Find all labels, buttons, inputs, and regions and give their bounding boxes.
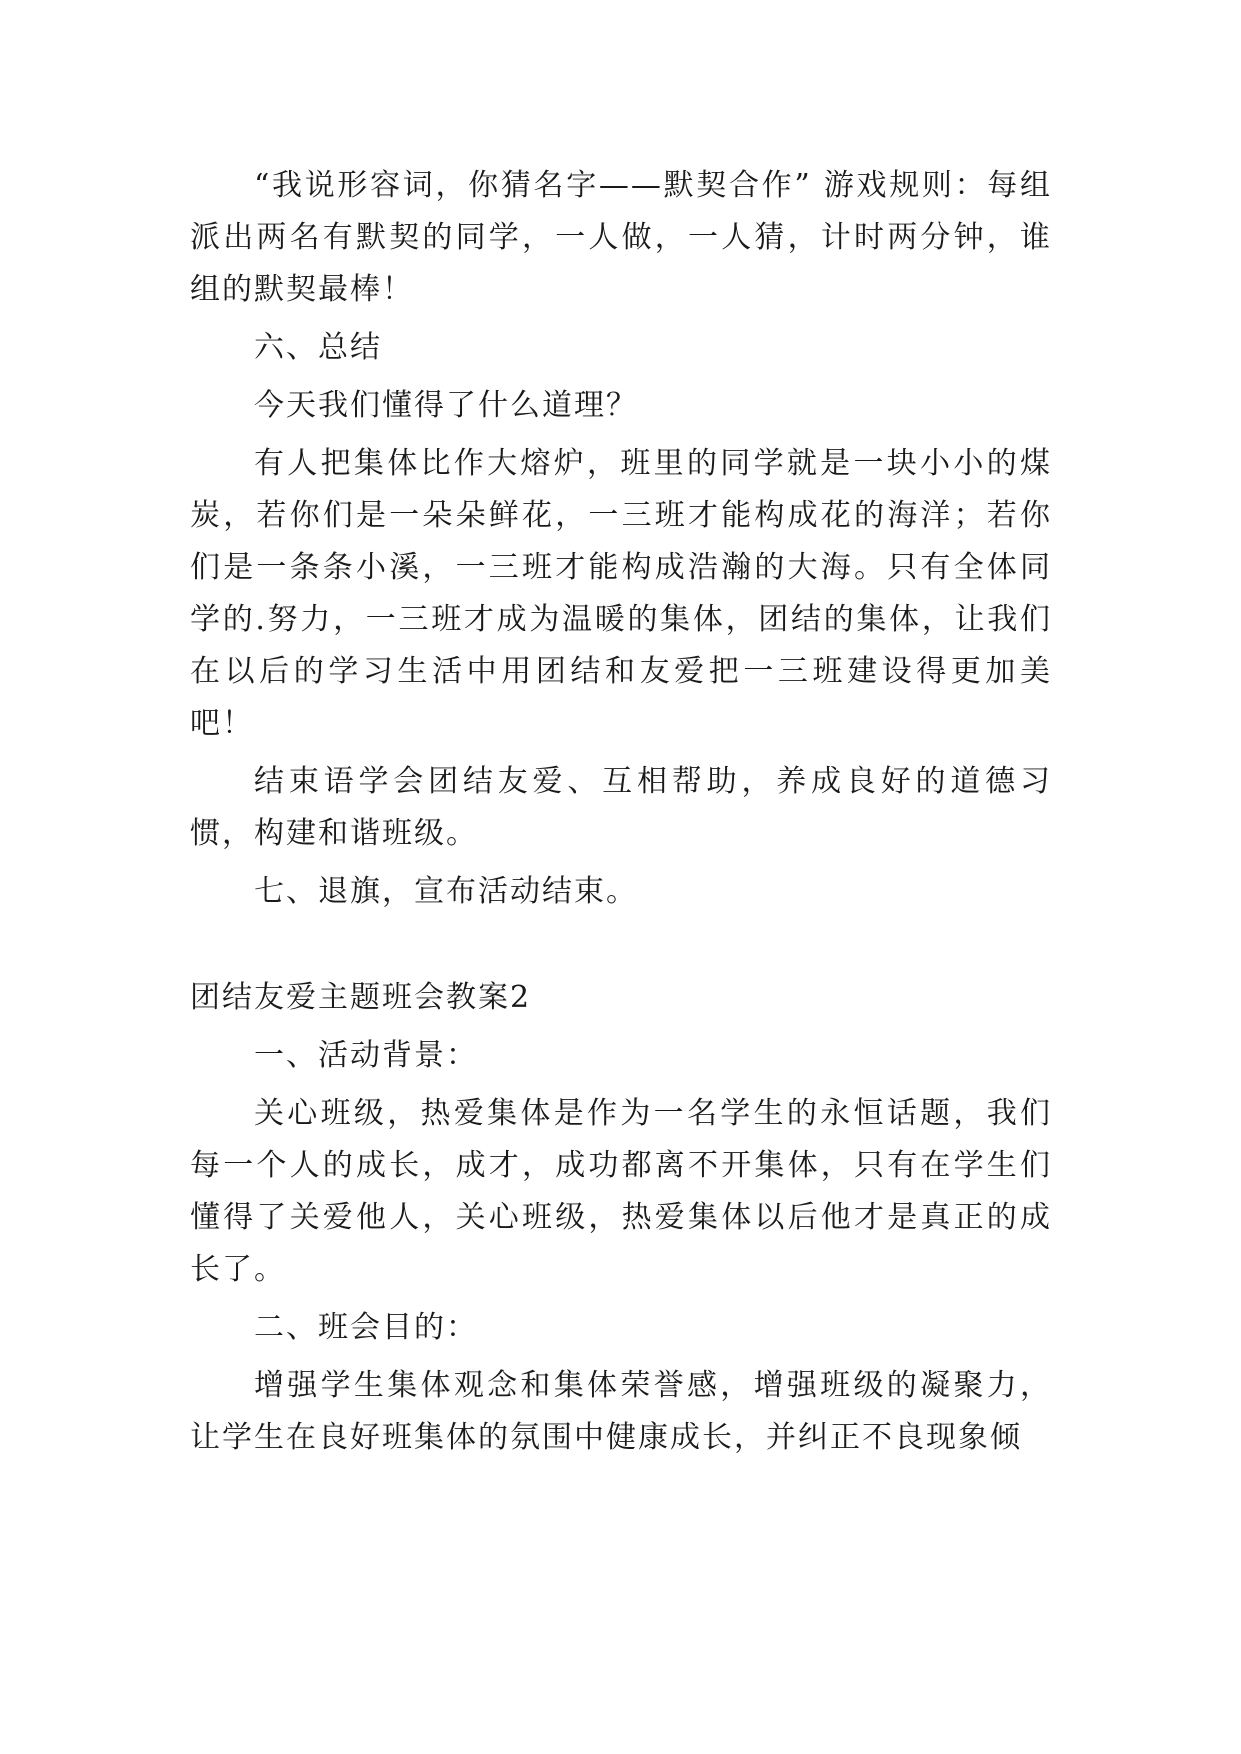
heading-background: 一、活动背景： bbox=[254, 1038, 478, 1073]
paragraph-game-rules: “我说形容词，你猜名字——默契合作” 游戏规则：每组派出两名有默契的同学，一人做，一人猜，计时两分钟，谁组的默契最棒！ bbox=[190, 168, 1052, 307]
heading-end-activity: 七、退旗，宣布活动结束。 bbox=[254, 874, 638, 909]
section-gap bbox=[190, 924, 1052, 972]
heading-purpose: 二、班会目的： bbox=[254, 1310, 478, 1345]
paragraph-question: 今天我们懂得了什么道理？ bbox=[254, 388, 638, 423]
paragraph-collective: 有人把集体比作大熔炉，班里的同学就是一块小小的煤炭，若你们是一朵朵鲜花，一三班才能构成花的海洋；若你们是一条条小溪，一三班才能构成浩瀚的大海。只有全体同学的.努力，一三班才成为温暖的集体，团结的集体，让我们在以后的学习生活中用团结和友爱把一三班建设得更加美吧！ bbox=[190, 446, 1052, 741]
paragraph-closing: 结束语学会团结友爱、互相帮助，养成良好的道德习惯，构建和谐班级。 bbox=[190, 764, 1052, 851]
section-title: 团结友爱主题班会教案2 bbox=[190, 980, 532, 1015]
document-body bbox=[190, 160, 1052, 1470]
paragraph-purpose: 增强学生集体观念和集体荣誉感，增强班级的凝聚力，让学生在良好班集体的氛围中健康成长，并纠正不良现象倾 bbox=[190, 1368, 1052, 1455]
heading-summary: 六、总结 bbox=[254, 330, 382, 365]
paragraph-background: 关心班级，热爱集体是作为一名学生的永恒话题，我们每一个人的成长，成才，成功都离不开集体，只有在学生们懂得了关爱他人，关心班级，热爱集体以后他才是真正的成长了。 bbox=[190, 1096, 1052, 1287]
